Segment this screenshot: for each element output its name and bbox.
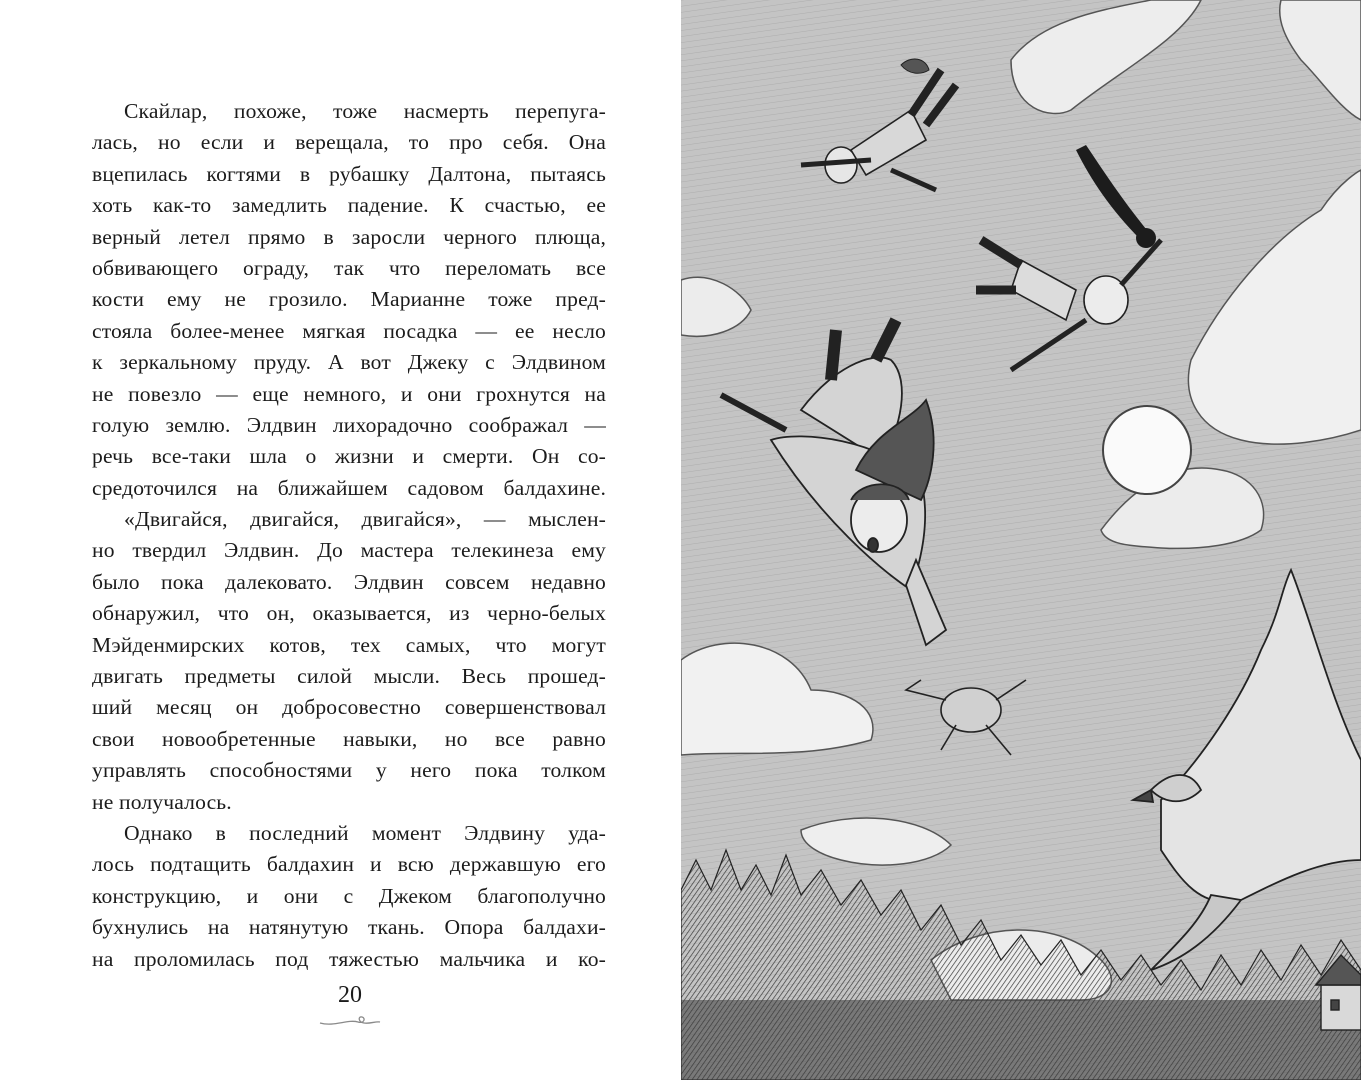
text-line: свои новообретенные навыки, но все равно (92, 726, 606, 751)
text-line: стояла более-менее мягкая посадка — ее несло (92, 318, 606, 343)
page-ornament-icon (318, 1014, 382, 1030)
text-line: Мэйденмирских котов, тех самых, что могут (92, 632, 606, 657)
text-line: к зеркальному пруду. А вот Джеку с Элдвином (92, 350, 606, 375)
text-line: лась, но если и верещала, то про себя. Она (92, 130, 606, 155)
text-line: управлять способностями у него пока толком (92, 758, 606, 783)
text-line: речь все-таки шла о жизни и смерти. Он со- (92, 444, 606, 469)
text-line: средоточился на ближайшем садовом балдахине. (92, 475, 606, 500)
text-line: кости ему не грозило. Марианне тоже пред- (92, 287, 606, 312)
text-line: не повезло — еще немного, и они грохнутся на (92, 381, 606, 406)
illustration-page (681, 0, 1361, 1080)
text-line: голую землю. Элдвин лихорадочно соображал — (92, 412, 606, 437)
text-line: не получалось. (92, 789, 232, 814)
text-line: верный летел прямо в заросли черного плюща, (92, 224, 606, 249)
text-line: Скайлар, похоже, тоже насмерть перепуга- (124, 99, 606, 123)
text-line: лось подтащить балдахин и всю державшую его (92, 852, 606, 877)
text-line: Однако в последний момент Элдвину уда- (124, 820, 606, 845)
text-line: но твердил Элдвин. До мастера телекинеза ему (92, 538, 606, 563)
text-line: на проломилась под тяжестью мальчика и ко- (92, 946, 606, 971)
text-line: двигать предметы силой мысли. Весь прошед- (92, 664, 606, 689)
text-line: обнаружил, что он, оказывается, из черно-белых (92, 601, 606, 626)
page-number: 20 (338, 982, 362, 1008)
flying-children-sky-illustration-icon (681, 0, 1361, 1080)
text-line: «Двигайся, двигайся, двигайся», — мыслен- (124, 507, 606, 532)
text-line: вцепилась когтями в рубашку Далтона, пытаясь (92, 161, 606, 186)
body-text (92, 96, 606, 975)
text-line: обвивающего ограду, так что переломать все (92, 255, 606, 280)
text-line: ший месяц он добросовестно совершенствовал (92, 695, 606, 720)
text-line: хоть как-то замедлить падение. К счастью, ее (92, 193, 606, 218)
text-line: бухнулись на натянутую ткань. Опора балдахи- (92, 915, 606, 940)
text-line: конструкцию, и они с Джеком благополучно (92, 883, 606, 908)
text-line: было пока далековато. Элдвин совсем недавно (92, 569, 606, 594)
